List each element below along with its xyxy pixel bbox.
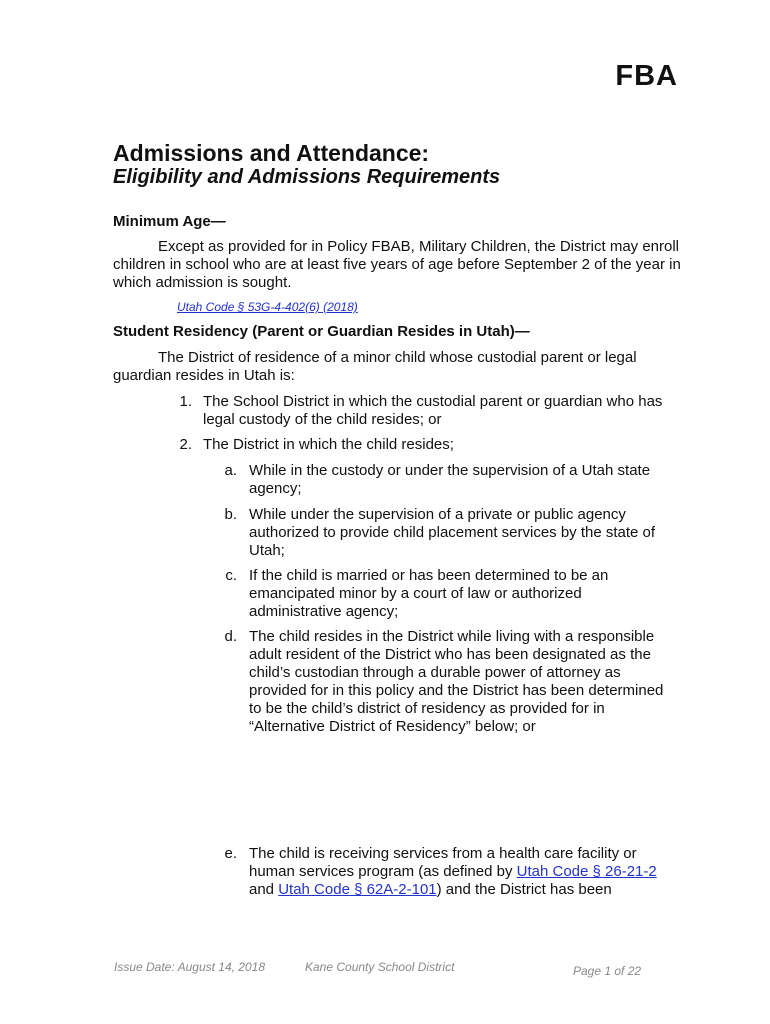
list-item-text: If the child is married or has been determined to be an emancipated minor by a court of law or authorized administrative agency; xyxy=(249,567,609,620)
list-marker: a. xyxy=(224,462,237,479)
minimum-age-citation-link[interactable]: Utah Code § 53G-4-402(6) (2018) xyxy=(177,300,358,314)
footer-district: Kane County School District xyxy=(305,960,455,974)
list-item-text: The child resides in the District while living with a responsible adult resident of the District who has been designated as the child’s custodian through a durable power of attorney as provided for in this policy and the District has been determined to be the child’s district of residency as provided for in “Alternative District of Residency” below; or xyxy=(249,628,664,735)
utah-code-26-21-2-link[interactable]: Utah Code § 26-21-2 xyxy=(516,863,657,880)
list-marker: 1. xyxy=(179,393,192,410)
list-marker: d. xyxy=(224,628,237,645)
footer-page-number: Page 1 of 22 xyxy=(573,964,642,978)
page-subtitle: Eligibility and Admissions Requirements xyxy=(113,166,501,188)
list-item-text: The District in which the child resides; xyxy=(203,436,454,453)
list-item-text: While in the custody or under the supervision of a Utah state agency; xyxy=(249,462,651,497)
list-marker: e. xyxy=(224,845,237,862)
footer-issue-date: Issue Date: August 14, 2018 xyxy=(114,960,265,974)
list-item-text: While under the supervision of a private or public agency authorized to provide child placement services by the state of Utah; xyxy=(249,506,656,559)
item-e-text-before: The child is receiving services from a health care facility or human services program (as defined by xyxy=(249,845,637,880)
list-marker: b. xyxy=(224,506,237,523)
minimum-age-heading: Minimum Age— xyxy=(113,213,226,230)
policy-code: FBA xyxy=(615,60,678,92)
page-title: Admissions and Attendance: xyxy=(113,140,430,166)
list-marker: c. xyxy=(225,567,237,584)
utah-code-62a-2-101-link[interactable]: Utah Code § 62A-2-101 xyxy=(278,881,437,898)
residency-heading: Student Residency (Parent or Guardian Resides in Utah)— xyxy=(113,323,530,340)
item-e-text-mid: and xyxy=(249,881,279,898)
item-e-text-after: ) and the District has been xyxy=(436,881,612,898)
minimum-age-paragraph: Except as provided for in Policy FBAB, Military Children, the District may enroll children in school who are at least five years of age before September 2 of the year in which admission is sought. xyxy=(113,238,681,291)
residency-paragraph: The District of residence of a minor child whose custodial parent or legal guardian resides in Utah is: xyxy=(113,349,637,384)
list-item-text xyxy=(249,845,674,899)
list-item-text: The School District in which the custodial parent or guardian who has legal custody of the child resides; or xyxy=(203,393,663,428)
list-marker: 2. xyxy=(179,436,192,453)
